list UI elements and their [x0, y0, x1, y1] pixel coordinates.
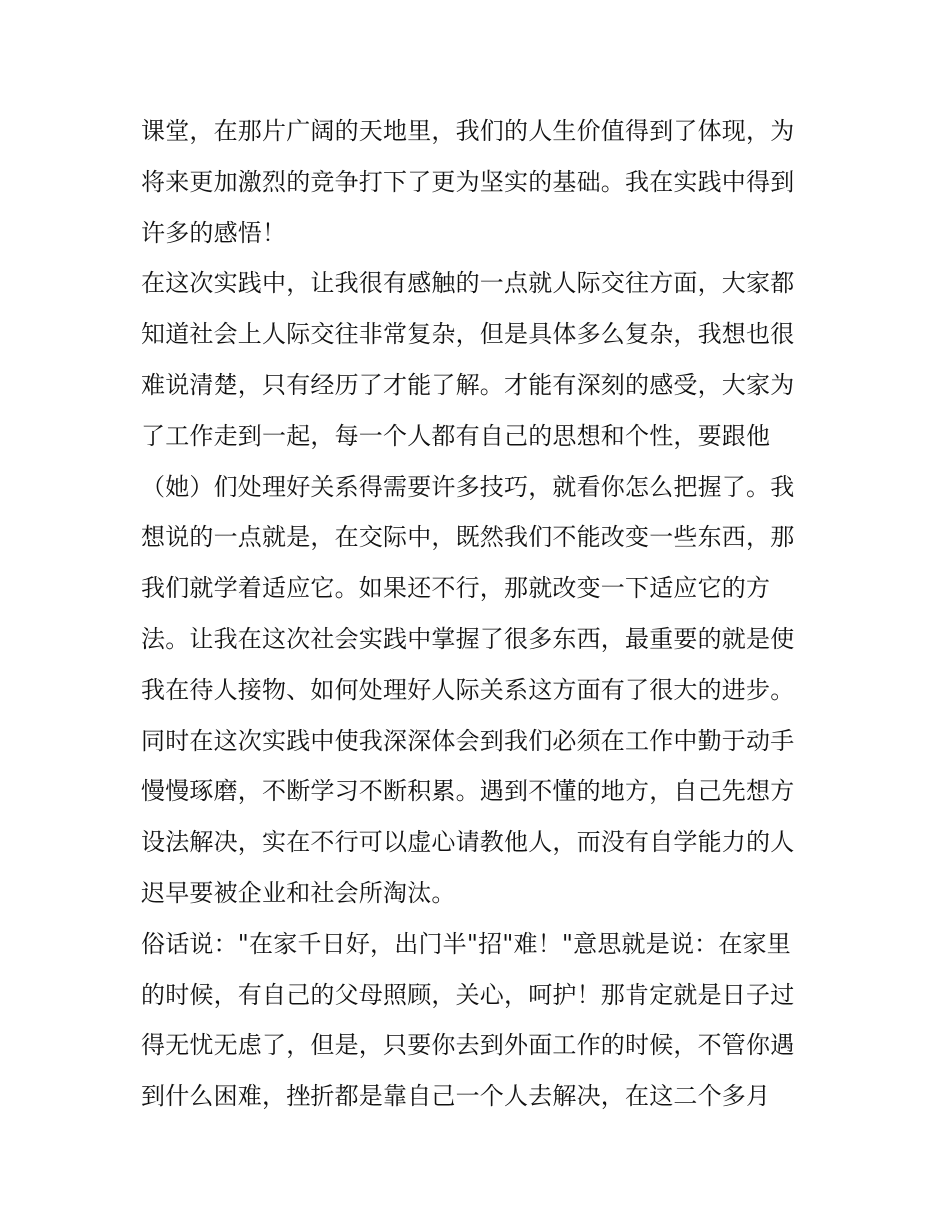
text-line: 课堂，在那片广阔的天地里，我们的人生价值得到了体现，为 — [141, 117, 795, 145]
text-line: 想说的一点就是，在交际中，既然我们不能改变一些东西，那 — [141, 523, 795, 552]
text-line: 难说清楚，只有经历了才能了解。才能有深刻的感受，大家为 — [141, 370, 795, 399]
text-line: 迟早要被企业和社会所淘汰。 — [141, 878, 456, 907]
body-text — [141, 106, 821, 1122]
text-line: 知道社会上人际交往非常复杂，但是具体多么复杂，我想也很 — [141, 320, 795, 349]
text-line: 我在待人接物、如何处理好人际关系这方面有了很大的进步。 — [141, 675, 795, 704]
text-line: 在这次实践中，让我很有感触的一点就人际交往方面，大家都 — [141, 269, 795, 298]
text-line: 设法解决，实在不行可以虚心请教他人，而没有自学能力的人 — [141, 828, 795, 857]
text-line: 将来更加激烈的竞争打下了更为坚实的基础。我在实践中得到 — [141, 167, 795, 196]
text-line: 慢慢琢磨，不断学习不断积累。遇到不懂的地方，自己先想方 — [141, 777, 795, 806]
text-line: 到什么困难，挫折都是靠自己一个人去解决，在这二个多月 — [141, 1082, 771, 1111]
text-line: 得无忧无虑了，但是，只要你去到外面工作的时候，不管你遇 — [141, 1031, 795, 1060]
text-line: 俗话说："在家千日好，出门半"招"难！"意思就是说：在家里 — [141, 929, 791, 958]
text-line: 我们就学着适应它。如果还不行，那就改变一下适应它的方 — [141, 574, 771, 603]
text-line: 的时候，有自己的父母照顾，关心，呵护！那肯定就是日子过 — [141, 980, 795, 1009]
text-line: 同时在这次实践中使我深深体会到我们必须在工作中勤于动手 — [141, 726, 795, 755]
text-line: 许多的感悟！ — [141, 218, 287, 247]
text-line: 了工作走到一起，每一个人都有自己的思想和个性，要跟他 — [141, 421, 771, 450]
text-line: （她）们处理好关系得需要许多技巧，就看你怎么把握了。我 — [141, 472, 795, 501]
text-line: 法。让我在这次社会实践中掌握了很多东西，最重要的就是使 — [141, 624, 795, 653]
